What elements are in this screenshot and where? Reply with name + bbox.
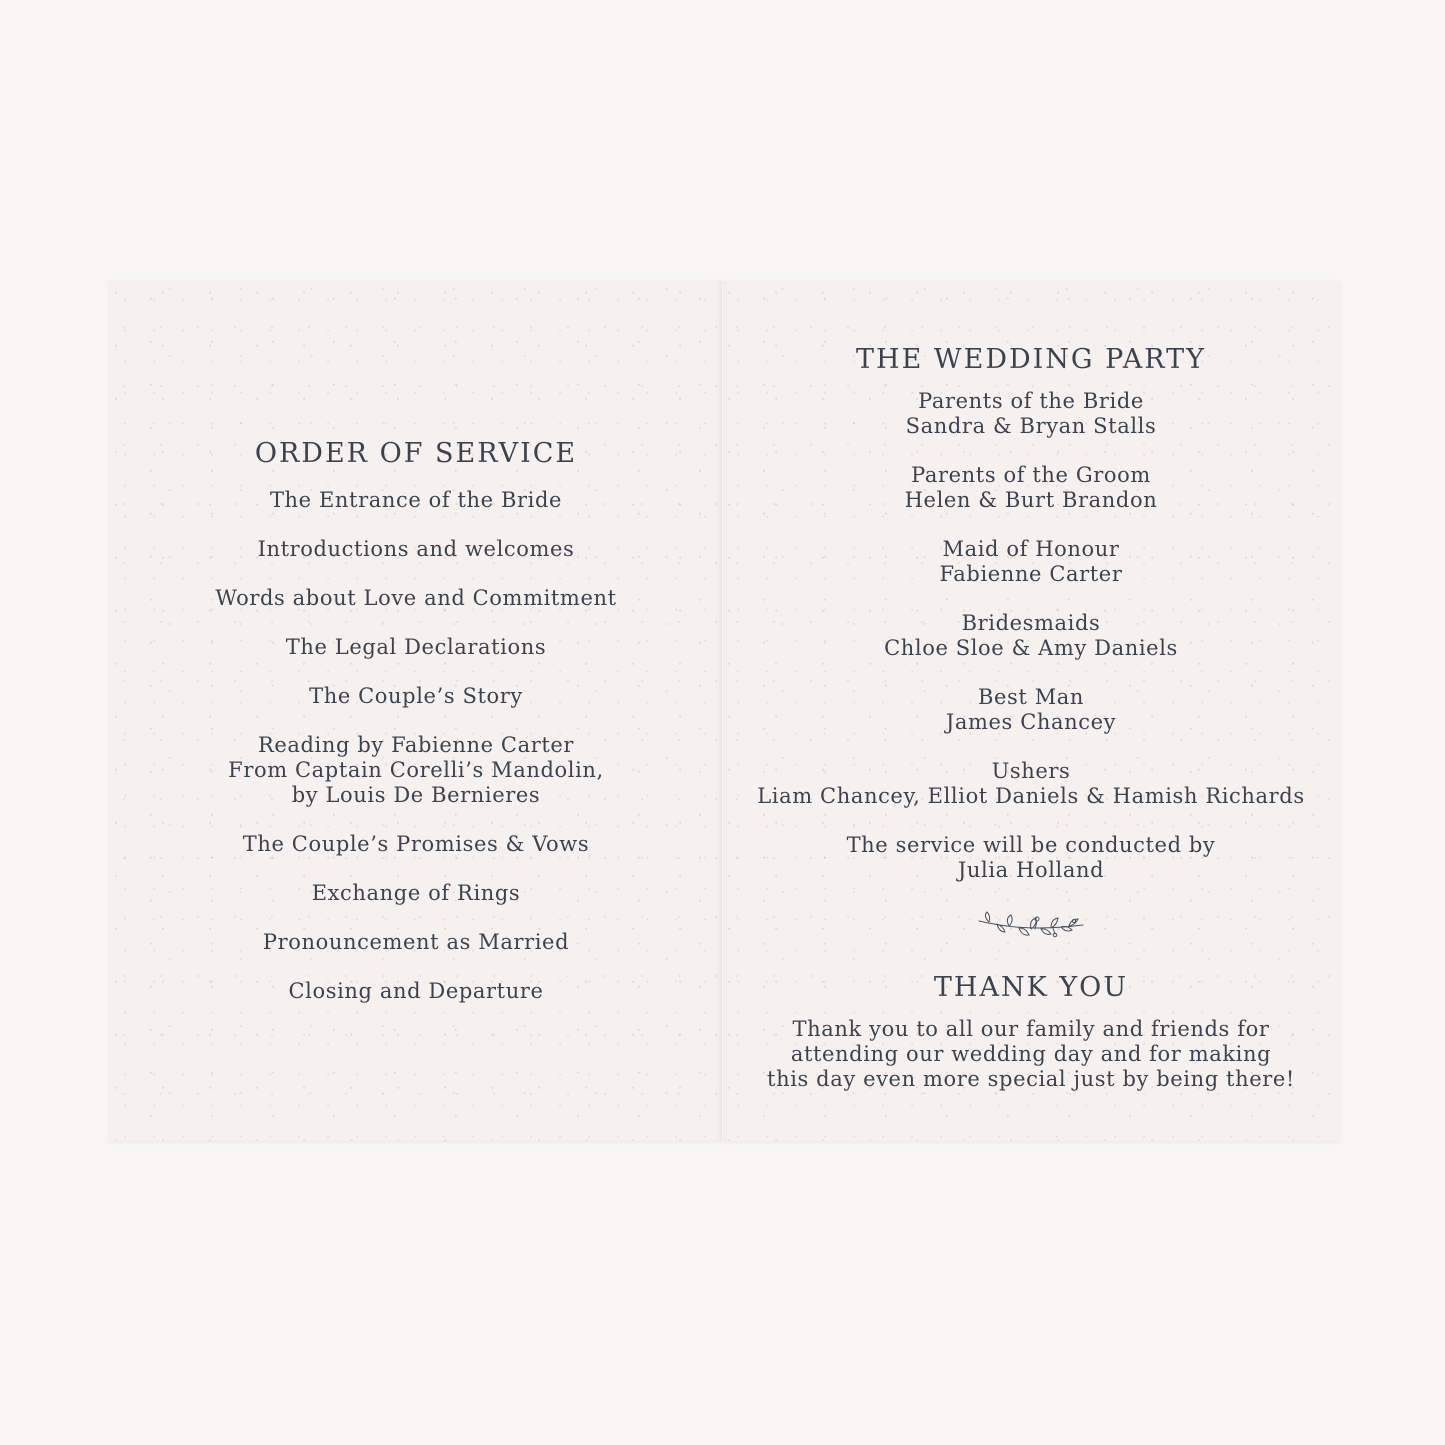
thank-you-title: THANK YOU: [933, 972, 1129, 1003]
service-item: [110, 832, 722, 857]
party-role: Ushers: [991, 759, 1071, 783]
party-names: Fabienne Carter: [939, 562, 1123, 586]
service-item: [110, 684, 722, 709]
service-item-text: by Louis De Bernieres: [291, 783, 541, 807]
thank-you-line: Thank you to all our family and friends for: [792, 1017, 1270, 1041]
party-member: [723, 685, 1339, 735]
service-item: [110, 881, 722, 906]
party-member: [723, 611, 1339, 661]
party-names: Chloe Sloe & Amy Daniels: [884, 636, 1178, 660]
service-item-text: The Entrance of the Bride: [269, 488, 563, 512]
wedding-party-section: [723, 343, 1339, 1092]
conductor-name: Julia Holland: [957, 858, 1105, 882]
thank-you-message: [723, 1017, 1339, 1092]
service-item: [110, 930, 722, 955]
service-item-text: The Couple’s Story: [309, 684, 523, 708]
party-names: James Chancey: [945, 710, 1117, 734]
service-item: [110, 635, 722, 660]
thank-you-line: attending our wedding day and for making: [790, 1042, 1272, 1066]
party-names: Helen & Burt Brandon: [904, 488, 1158, 512]
service-item-text: Words about Love and Commitment: [215, 586, 617, 610]
order-of-service-title: ORDER OF SERVICE: [254, 438, 578, 469]
service-item-text: Closing and Departure: [288, 979, 544, 1003]
wedding-party-title: THE WEDDING PARTY: [856, 344, 1206, 375]
party-member: [723, 537, 1339, 587]
party-list: [723, 389, 1339, 809]
service-item-text: The Couple’s Promises & Vows: [242, 832, 590, 856]
left-page: [110, 281, 722, 1141]
service-item: [110, 586, 722, 611]
party-role: Parents of the Groom: [911, 463, 1151, 487]
service-item-text: Reading by Fabienne Carter: [257, 733, 575, 757]
service-item-text: From Captain Corelli’s Mandolin,: [228, 758, 604, 782]
leafy-sprig-icon: [975, 909, 1087, 943]
party-role: Bridesmaids: [961, 611, 1101, 635]
party-role: Best Man: [977, 685, 1085, 709]
party-names: Sandra & Bryan Stalls: [905, 414, 1157, 438]
party-member: [723, 759, 1339, 809]
order-of-service-section: [110, 437, 722, 1028]
right-page: [723, 281, 1339, 1141]
service-item-text: Pronouncement as Married: [262, 930, 570, 954]
conductor-label: The service will be conducted by: [846, 833, 1216, 857]
service-item-text: The Legal Declarations: [285, 635, 547, 659]
party-role: Maid of Honour: [942, 537, 1120, 561]
service-booklet: [110, 281, 1339, 1141]
service-item: [110, 537, 722, 562]
party-role: Parents of the Bride: [918, 389, 1144, 413]
thank-you-line: this day even more special just by being there!: [767, 1067, 1295, 1091]
service-list: [110, 488, 722, 1004]
party-names: Liam Chancey, Elliot Daniels & Hamish Richards: [757, 784, 1305, 808]
service-item: [110, 488, 722, 513]
service-item-text: Exchange of Rings: [311, 881, 521, 905]
service-item-text: Introductions and welcomes: [257, 537, 575, 561]
party-member: [723, 389, 1339, 439]
party-member: [723, 463, 1339, 513]
service-item: [110, 733, 722, 808]
service-item: [110, 979, 722, 1004]
conductor-block: [723, 833, 1339, 883]
